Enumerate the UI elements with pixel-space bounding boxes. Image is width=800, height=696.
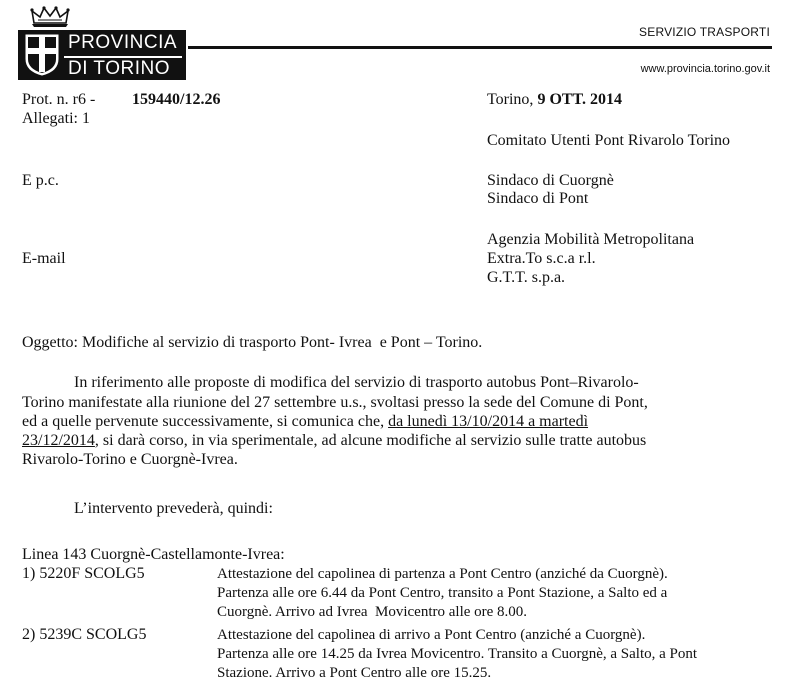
body-date-end-underlined: 23/12/2014	[22, 432, 95, 449]
crown-emblem-icon	[28, 6, 72, 28]
allegati: Allegati: 1	[22, 110, 90, 127]
body-date-range-underlined: da lunedì 13/10/2014 a martedì	[388, 413, 589, 430]
item-detail: Stazione. Arrivo a Pont Centro alle ore 15.25.	[217, 665, 492, 681]
date-line	[487, 90, 622, 110]
shield-cross-icon	[24, 33, 60, 77]
body-intro: L’intervento prevederà, quindi:	[74, 500, 273, 517]
service-name: SERVIZIO TRASPORTI	[639, 25, 770, 39]
email-recipient: Agenzia Mobilità Metropolitana	[487, 231, 695, 248]
item-code: 2) 5239C SCOLG5	[22, 626, 147, 643]
date-place: Torino,	[487, 91, 534, 108]
email-recipient: Extra.To s.c.a r.l.	[487, 250, 596, 267]
logo-text-line1: PROVINCIA	[64, 32, 182, 54]
item-detail: Partenza alle ore 6.44 da Pont Centro, transito a Pont Stazione, a Salto ed a	[217, 585, 668, 601]
body-line	[22, 412, 588, 432]
body-line	[22, 431, 646, 451]
date-value: 9 OTT. 2014	[537, 91, 623, 108]
item-detail: Attestazione del capolinea di partenza a Pont Centro (anziché da Cuorgnè).	[217, 566, 668, 582]
prot-label: Prot. n. r6 -	[22, 91, 96, 108]
item-detail: Cuorgnè. Arrivo ad Ivrea Movicentro alle ore 8.00.	[217, 604, 528, 620]
item-code: 1) 5220F SCOLG5	[22, 565, 145, 582]
body-text: ed a quelle pervenute successivamente, si comunica che,	[22, 413, 389, 430]
body-line: Rivarolo-Torino e Cuorgnè-Ivrea.	[22, 451, 238, 468]
epc-recipient: Sindaco di Cuorgnè	[487, 172, 614, 189]
item-detail: Partenza alle ore 14.25 da Ivrea Movicentro. Transito a Cuorgnè, a Salto, a Pont	[217, 646, 698, 662]
email-label: E-mail	[22, 250, 66, 267]
subject: Oggetto: Modifiche al servizio di trasporto Pont- Ivrea e Pont – Torino.	[22, 334, 483, 351]
epc-label: E p.c.	[22, 172, 59, 189]
body-line: In riferimento alle proposte di modifica del servizio di trasporto autobus Pont–Rivarolo-	[74, 374, 639, 391]
header-rule	[188, 46, 772, 49]
logo-text-line2: DI TORINO	[64, 56, 182, 80]
item-detail: Attestazione del capolinea di arrivo a Pont Centro (anziché a Cuorgnè).	[217, 627, 646, 643]
website-url: www.provincia.torino.gov.it	[640, 63, 770, 75]
line-title: Linea 143 Cuorgnè-Castellamonte-Ivrea:	[22, 546, 285, 563]
body-text: , si darà corso, in via sperimentale, ad alcune modifiche al servizio sulle tratte autobus	[94, 432, 647, 449]
epc-recipient: Sindaco di Pont	[487, 190, 589, 207]
prot-number: 159440/12.26	[132, 91, 221, 108]
email-recipient: G.T.T. s.p.a.	[487, 269, 566, 286]
recipient-primary: Comitato Utenti Pont Rivarolo Torino	[487, 132, 731, 149]
body-line: Torino manifestate alla riunione del 27 settembre u.s., svoltasi presso la sede del Comune di Pont,	[22, 394, 648, 411]
